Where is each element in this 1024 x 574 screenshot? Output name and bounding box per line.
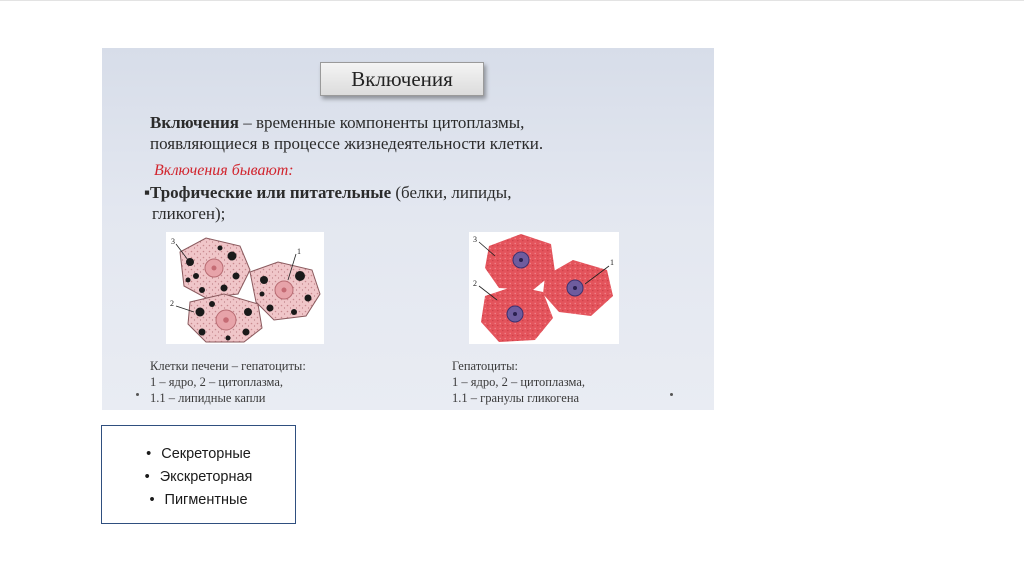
inclusions-types-box	[101, 425, 296, 524]
kinds-label: Включения бывают:	[154, 162, 294, 179]
list-item-label: Секреторные	[161, 446, 251, 462]
list-item	[102, 466, 295, 489]
caption-line: 1.1 – липидные капли	[150, 391, 266, 405]
bullet-icon: •	[146, 446, 152, 462]
embedded-slide-image	[102, 48, 714, 410]
definition-text-line2: появляющиеся в процессе жизнедеятельности клетки.	[150, 134, 544, 153]
hepatocytes-lipid-figure	[166, 232, 324, 344]
caption-line: 1.1 – гранулы гликогена	[452, 391, 580, 405]
trophic-bullet	[144, 182, 684, 224]
figure-right-label-2: 2	[473, 279, 477, 288]
slide-title-text: Включения	[351, 66, 453, 91]
hepatocytes-glycogen-figure	[469, 232, 619, 344]
figure-right-label-3: 3	[473, 235, 477, 244]
bullet-icon: •	[149, 492, 155, 508]
definition-text: – временные компоненты цитоплазмы,	[238, 113, 525, 132]
figure-left-label-1: 1	[297, 247, 301, 256]
bullet-rest: (белки, липиды,	[391, 183, 512, 202]
list-item	[102, 489, 295, 512]
hepatocytes-glycogen-illustration	[469, 232, 619, 344]
caption-line: 1 – ядро, 2 – цитоплазма,	[150, 375, 284, 389]
definition-paragraph	[150, 112, 690, 154]
hepatocytes-lipid-illustration	[166, 232, 324, 344]
decorative-dot	[136, 393, 139, 396]
caption-line: 1 – ядро, 2 – цитоплазма,	[452, 375, 586, 389]
top-divider	[0, 0, 1024, 1]
caption-line: Гепатоциты:	[452, 359, 518, 373]
figure-left-label-3: 3	[171, 237, 175, 246]
figure-left-label-2: 2	[170, 299, 174, 308]
figure-right-caption	[452, 358, 692, 406]
bullet-rest-line2: гликоген);	[152, 204, 226, 223]
figure-left-caption	[150, 358, 410, 406]
caption-line: Клетки печени – гепатоциты:	[150, 359, 306, 373]
list-item-label: Экскреторная	[159, 469, 253, 485]
definition-term: Включения	[150, 113, 239, 132]
bullet-icon: •	[144, 469, 150, 485]
list-item-label: Пигментные	[164, 492, 248, 508]
square-bullet-icon: ▪	[144, 183, 151, 202]
inclusions-types-list	[102, 443, 295, 512]
list-item	[102, 443, 295, 466]
bullet-term: Трофические или питательные	[150, 183, 392, 202]
decorative-dot	[670, 393, 673, 396]
figure-right-label-1: 1	[610, 258, 614, 267]
slide-title	[320, 62, 484, 96]
